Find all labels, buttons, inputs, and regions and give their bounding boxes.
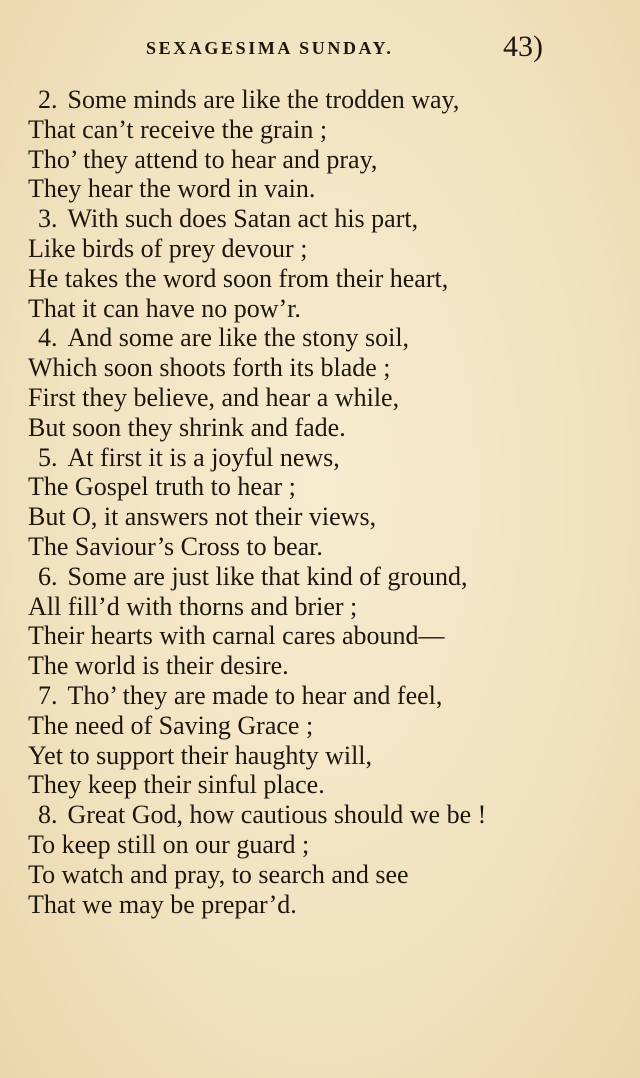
stanza-3	[0, 204, 640, 323]
verse-line: But O, it answers not their views,	[28, 502, 377, 532]
running-title: SEXAGESIMA SUNDAY.	[146, 38, 394, 58]
verse-line: Their hearts with carnal cares abound—	[28, 621, 445, 651]
verse-line	[0, 800, 640, 830]
verse-line: The world is their desire.	[28, 651, 289, 681]
verse-line: Which soon shoots forth its blade ;	[28, 353, 391, 383]
verse-line	[0, 85, 640, 115]
verse-line: Tho’ they attend to hear and pray,	[28, 144, 378, 174]
verse-line: They keep their sinful place.	[28, 770, 325, 800]
verse-line-text: Some minds are like the trodden way,	[67, 85, 460, 114]
stanza-5	[0, 443, 640, 562]
stanza-6	[0, 562, 640, 681]
verse-line	[0, 323, 640, 353]
page-header	[0, 30, 640, 74]
stanza-8	[0, 800, 640, 919]
verse-line: Yet to support their haughty will,	[28, 740, 373, 770]
verse-line: That we may be prepar’d.	[28, 889, 297, 919]
verse-number: 5.	[38, 442, 58, 472]
verse-number: 8.	[38, 800, 58, 830]
verse-number: 3.	[38, 204, 58, 234]
verse-line: The Saviour’s Cross to bear.	[28, 531, 323, 561]
verse-number: 2.	[38, 85, 58, 114]
verse-line-text: Tho’ they are made to hear and feel,	[67, 680, 443, 710]
verse-line: The Gospel truth to hear ;	[28, 472, 296, 502]
verse-line: They hear the word in vain.	[28, 174, 316, 204]
page-number: 43)	[503, 30, 543, 63]
stanza-4	[0, 323, 640, 442]
verse-number: 4.	[38, 323, 58, 353]
verse-line	[0, 443, 640, 473]
verse-line	[0, 204, 640, 234]
verse-line: The need of Saving Grace ;	[28, 710, 314, 740]
verse-line: Like birds of prey devour ;	[28, 233, 308, 263]
verse-line: That it can have no pow’r.	[28, 293, 301, 323]
verse-line-text: With such does Satan act his part,	[67, 204, 419, 234]
verse-line-text: Great God, how cautious should we be !	[67, 800, 487, 830]
verse-line: To keep still on our guard ;	[28, 829, 310, 859]
verse-line	[0, 562, 640, 592]
verse-line-text: And some are like the stony soil,	[67, 323, 410, 353]
verse-line-text: At first it is a joyful news,	[67, 442, 340, 472]
verse-line: But soon they shrink and fade.	[28, 412, 346, 442]
verse-number: 6.	[38, 561, 58, 591]
verse-line: That can’t receive the grain ;	[28, 114, 328, 144]
stanza-7	[0, 681, 640, 800]
hymn-text	[0, 85, 640, 919]
verse-line: He takes the word soon from their heart,	[28, 263, 449, 293]
stanza-2	[0, 85, 640, 204]
verse-line: All fill’d with thorns and brier ;	[28, 591, 358, 621]
verse-line	[0, 681, 640, 711]
verse-line: First they believe, and hear a while,	[28, 382, 400, 412]
verse-line: To watch and pray, to search and see	[28, 859, 409, 889]
verse-line-text: Some are just like that kind of ground,	[67, 561, 468, 591]
verse-number: 7.	[38, 680, 58, 710]
